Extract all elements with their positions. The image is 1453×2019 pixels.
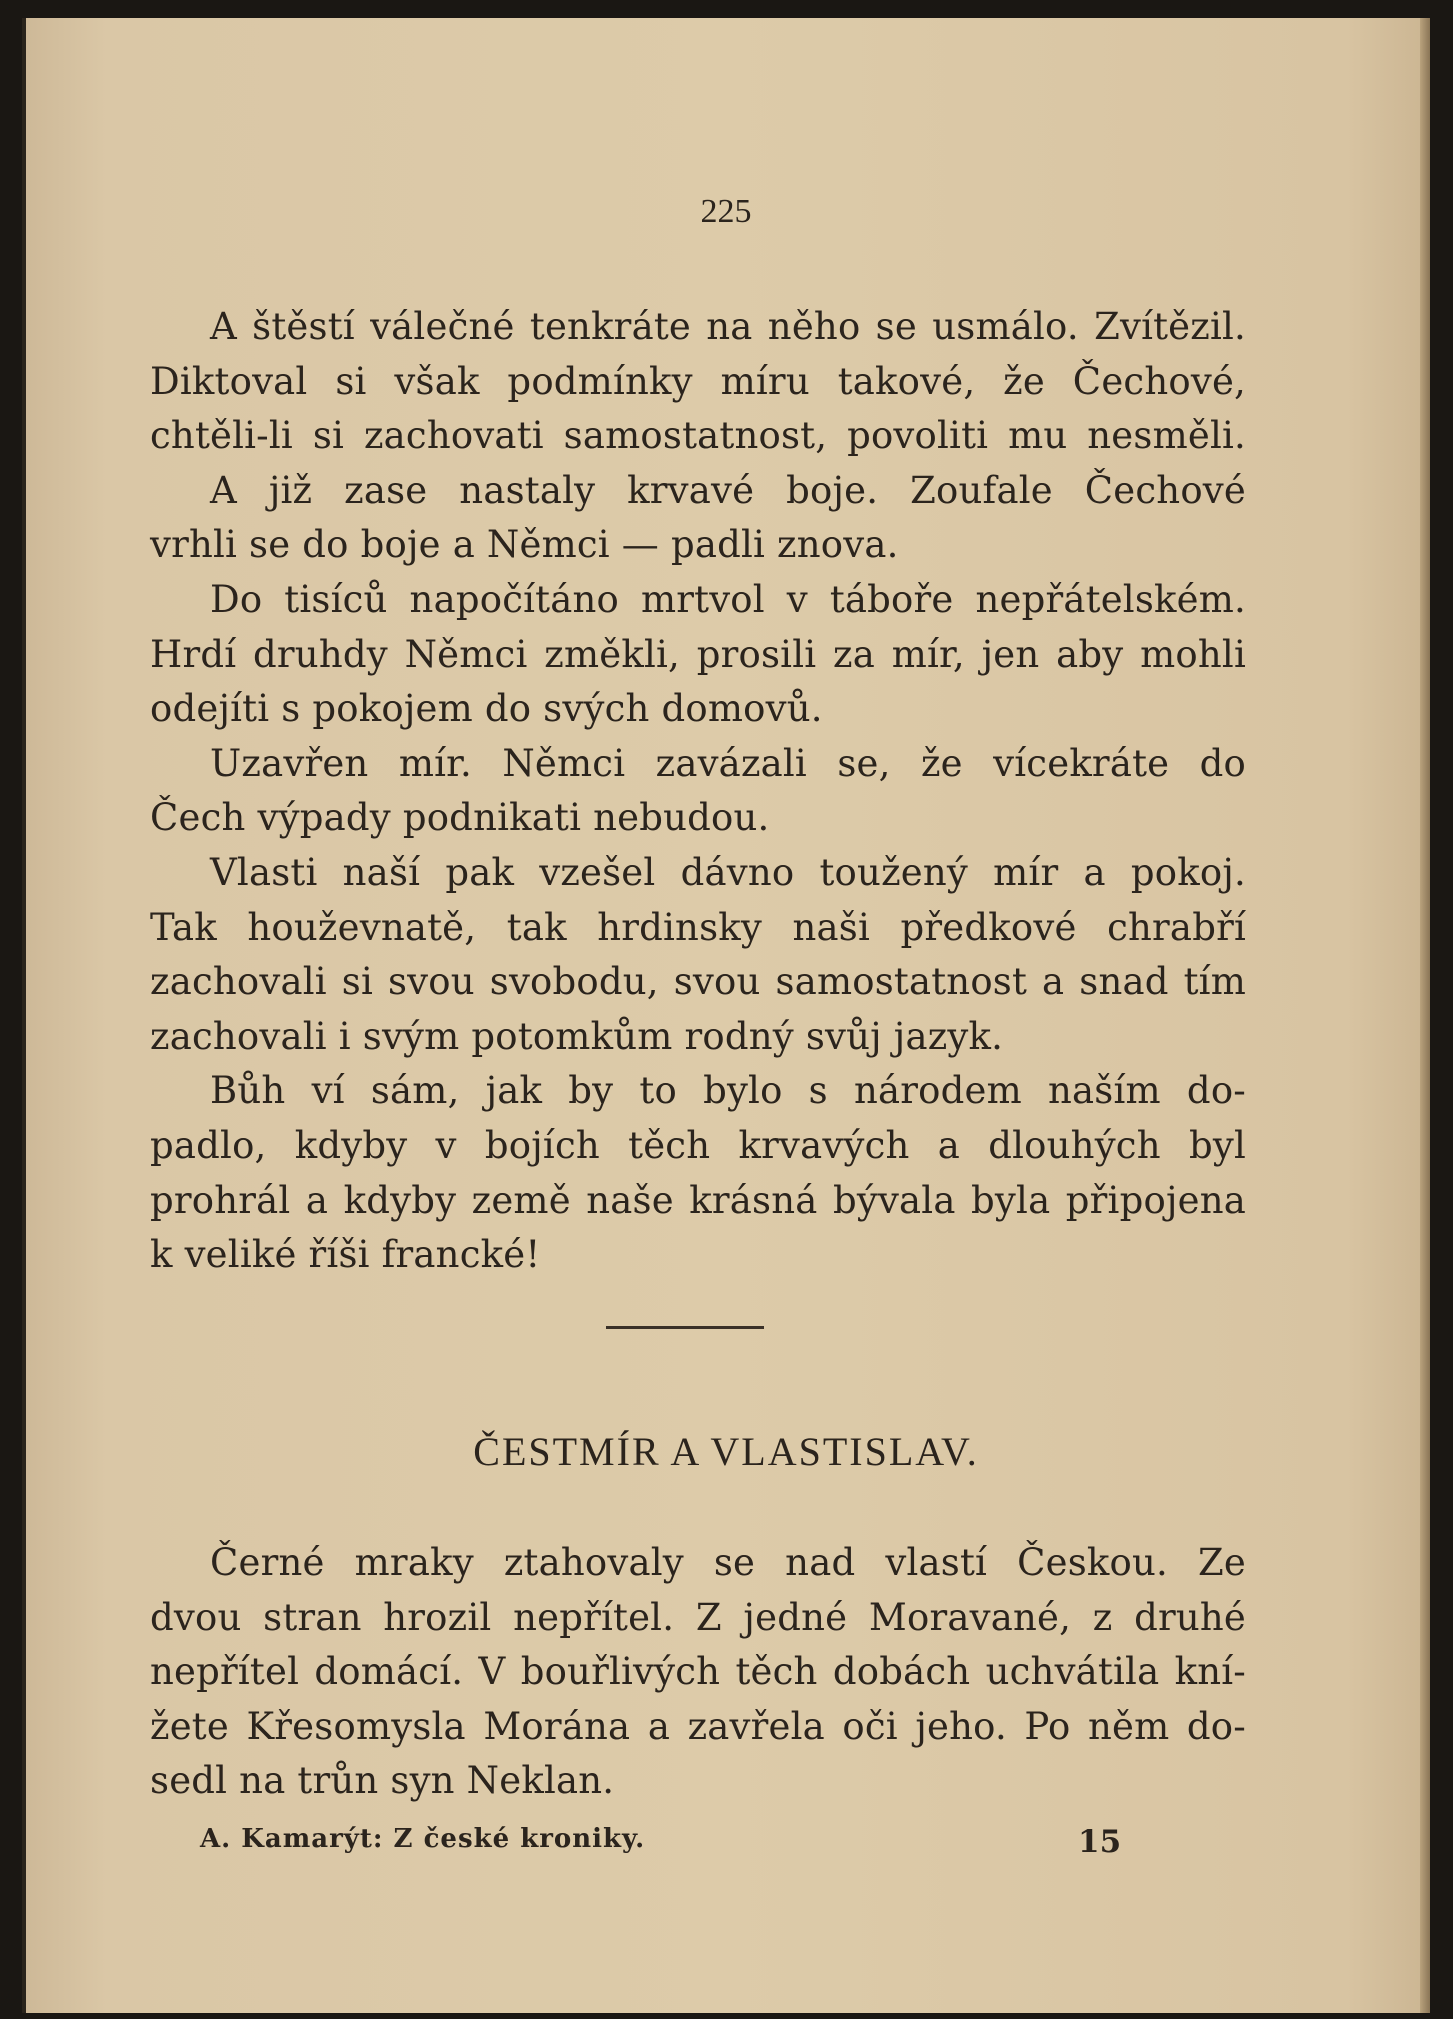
chapter-heading: ČESTMÍR A VLASTISLAV.	[473, 1429, 979, 1474]
binding-edge	[22, 18, 26, 2013]
text-line: Bůh ví sám, jak by to bylo s národem naším do-	[210, 1069, 1246, 1113]
text-line: chtěli-li si zachovati samostatnost, povoliti mu nesměli.	[150, 414, 1246, 458]
text-line: Čech výpady podnikati nebudou.	[150, 796, 770, 840]
text-line: zachovali si svou svobodu, svou samostatnost a snad tím	[150, 960, 1246, 1004]
text-line: dvou stran hrozil nepřítel. Z jedné Moravané, z druhé	[150, 1595, 1246, 1639]
text-line: Vlasti naší pak vzešel dávno toužený mír a pokoj.	[210, 850, 1246, 894]
text-line: A již zase nastaly krvavé boje. Zoufale Čechové	[210, 468, 1246, 512]
page-number: 225	[700, 193, 752, 230]
text-line: Diktoval si však podmínky míru takové, že Čechové,	[150, 359, 1246, 403]
text-line: Černé mraky ztahovaly se nad vlastí Českou. Ze	[210, 1541, 1246, 1584]
book-page	[22, 18, 1430, 2013]
text-line: Hrdí druhdy Němci změkli, prosili za mír, jen aby mohli	[150, 632, 1246, 676]
text-line: Do tisíců napočítáno mrtvol v táboře nepřátelském.	[210, 577, 1246, 621]
text-line: A štěstí válečné tenkráte na něho se usmálo. Zvítězil.	[210, 305, 1246, 348]
text-line: nepřítel domácí. V bouřlivých těch dobách uchvátila kní-	[150, 1650, 1246, 1694]
text-line: padlo, kdyby v bojích těch krvavých a dlouhých byl	[150, 1123, 1246, 1167]
signature-mark: A. Kamarýt: Z české kroniky.	[200, 1824, 646, 1854]
text-line: sedl na trůn syn Neklan.	[150, 1759, 615, 1803]
text-line: vrhli se do boje a Němci — padli znova.	[150, 523, 899, 567]
sheet-number: 15	[1078, 1824, 1122, 1860]
text-line: odejíti s pokojem do svých domovů.	[150, 687, 823, 731]
text-line: žete Křesomysla Morána a zavřela oči jeho. Po něm do-	[150, 1704, 1246, 1748]
text-line: prohrál a kdyby země naše krásná bývala byla připojena	[150, 1178, 1246, 1222]
text-line: Tak houževnatě, tak hrdinsky naši předkové chrabří	[150, 905, 1246, 949]
text-line: zachovali i svým potomkům rodný svůj jazyk.	[150, 1014, 1004, 1058]
body-text-section-1	[150, 300, 1246, 1283]
body-text-section-2	[150, 1536, 1246, 1809]
text-line: k veliké říši francké!	[150, 1233, 541, 1277]
section-divider	[606, 1326, 764, 1329]
text-line: Uzavřen mír. Němci zavázali se, že vícekráte do	[210, 741, 1246, 785]
page-edge	[1420, 18, 1430, 2013]
